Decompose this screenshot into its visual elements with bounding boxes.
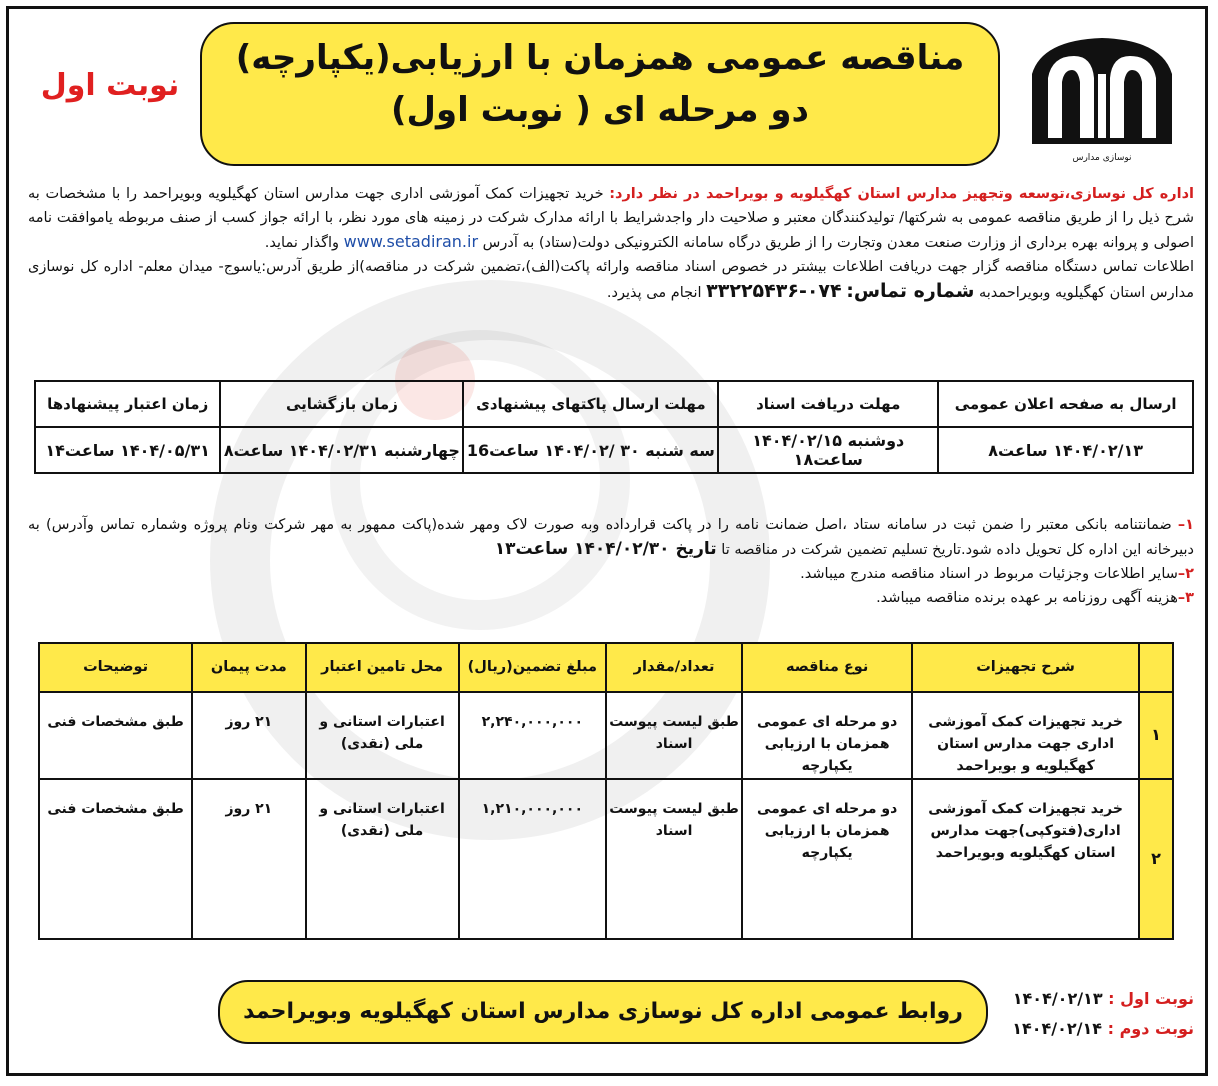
schedule-header: مهلت ارسال پاکتهای پیشنهادی [463, 381, 718, 427]
schedule-value: ۱۴۰۴/۰۲/۱۳ ساعت۸ [938, 427, 1193, 473]
public-relations-banner: روابط عمومی اداره کل نوسازی مدارس استان کهگیلویه وبویراحمد [218, 980, 988, 1044]
items-header: توضیحات [39, 643, 192, 692]
item-guarantee-amount: ۲,۲۴۰,۰۰۰,۰۰۰ [459, 692, 606, 779]
item-funding: اعتبارات استانی و ملی (نقدی) [306, 779, 459, 939]
contact-text: اطلاعات تماس دستگاه مناقصه گزار جهت دریافت اطلاعات بیشتر در خصوص اسناد مناقصه وارائه پاکت(الف)،تضمین شرکت در مناقصه)از طریق آدرس:یاسوج- میدان معلم- اداره کل نوسازی مدارس استان کهگیلویه وبویراحمدبه [28, 259, 1194, 301]
items-header: نوع مناقصه [742, 643, 912, 692]
round-2-label: نوبت دوم : [1107, 1019, 1194, 1038]
item-notes: طبق مشخصات فنی [39, 779, 192, 939]
items-table [38, 642, 1174, 940]
round-1-line [998, 984, 1194, 1014]
item-quantity: طبق لیست پیوست اسناد [606, 779, 742, 939]
item-description: خرید تجهیزات کمک آموزشی اداری(فتوکپی)جهت مدارس استان کهگیلویه وبویراحمد [912, 779, 1139, 939]
intro-paragraph [28, 182, 1194, 305]
note-2-text: سایر اطلاعات وجزئیات مربوط در اسناد مناقصه مندرج میباشد. [800, 566, 1178, 582]
items-header: محل تامین اعتبار [306, 643, 459, 692]
phone-label: شماره تماس: [846, 280, 975, 302]
organization-logo [1022, 34, 1182, 166]
note-3-text: هزینه آگهی روزنامه بر عهده برنده مناقصه میباشد. [876, 590, 1178, 606]
item-description: خرید تجهیزات کمک آموزشی اداری جهت مدارس استان کهگیلویه و بویراحمد [912, 692, 1139, 779]
intro-org-lead: اداره کل نوسازی،توسعه وتجهیز مدارس استان کهگیلویه و بویراحمد در نظر دارد: [609, 186, 1194, 202]
schedule-value: سه شنبه ۳۰ /۱۴۰۴/۰۲ ساعت16 [463, 427, 718, 473]
title-line-2: دو مرحله ای ( نوبت اول) [391, 90, 809, 130]
note-1-text: ضمانتنامه بانکی معتبر را ضمن ثبت در سامانه ستاد ،اصل ضمانت نامه را در پاکت قرارداده وبه صورت لاک ومهر شده(پاکت ممهور به مهر شرکت ونام پروژه وشماره تماس وآدرس) به دبیرخانه این اداره کل تحویل داده شود.تاریخ تسلیم تضمین شرکت در مناقصه تا [28, 517, 1194, 558]
round-1-date: ۱۴۰۴/۰۲/۱۳ [1012, 989, 1103, 1008]
schedule-header: مهلت دریافت اسناد [718, 381, 938, 427]
schedule-table [34, 380, 1194, 474]
items-header: مدت پیمان [192, 643, 305, 692]
setad-link[interactable]: www.setadiran.ir [343, 232, 479, 251]
items-header: تعداد/مقدار [606, 643, 742, 692]
intro-body-end: واگذار نماید. [264, 235, 344, 251]
notes-section [28, 513, 1194, 610]
item-funding: اعتبارات استانی و ملی (نقدی) [306, 692, 459, 779]
schedule-header-row [35, 381, 1193, 427]
item-quantity: طبق لیست پیوست اسناد [606, 692, 742, 779]
items-header: مبلغ تضمین(ریال) [459, 643, 606, 692]
publication-dates [998, 984, 1194, 1044]
item-notes: طبق مشخصات فنی [39, 692, 192, 779]
note-3-number: ۳– [1177, 590, 1194, 606]
schedule-header: ارسال به صفحه اعلان عمومی [938, 381, 1193, 427]
schedule-header: زمان بازگشایی [220, 381, 463, 427]
item-tender-type: دو مرحله ای عمومی همزمان با ارزیابی یکپارچه [742, 779, 912, 939]
items-header-num [1139, 643, 1173, 692]
round-2-line [998, 1014, 1194, 1044]
items-header: شرح تجهیزات [912, 643, 1139, 692]
schedule-value-row [35, 427, 1193, 473]
item-duration: ۲۱ روز [192, 779, 305, 939]
item-guarantee-amount: ۱,۲۱۰,۰۰۰,۰۰۰ [459, 779, 606, 939]
item-tender-type: دو مرحله ای عمومی همزمان با ارزیابی یکپارچه [742, 692, 912, 779]
round-badge: نوبت اول [40, 68, 180, 103]
schedule-header: زمان اعتبار پیشنهادها [35, 381, 220, 427]
item-duration: ۲۱ روز [192, 692, 305, 779]
title-line-1: مناقصه عمومی همزمان با ارزیابی(یکپارچه) [235, 38, 965, 78]
title-banner [200, 22, 1000, 166]
note-2-number: ۲– [1177, 566, 1194, 582]
row-number: ۱ [1139, 692, 1173, 779]
schedule-value: دوشنبه ۱۴۰۴/۰۲/۱۵ ساعت۱۸ [718, 427, 938, 473]
phone-number: ۰۷۴-۳۳۲۲۵۴۳۶ [706, 280, 842, 302]
logo-caption: نوسازی مدارس [1072, 153, 1132, 163]
items-header-row [39, 643, 1173, 692]
round-1-label: نوبت اول : [1108, 989, 1194, 1008]
round-2-date: ۱۴۰۴/۰۲/۱۴ [1012, 1019, 1103, 1038]
intro-body: خرید تجهیزات کمک آموزشی اداری جهت مدارس استان کهگیلویه وبویراحمد را با مشخصات به شرح ذیل را از طریق مناقصه عمومی به شرکتها/ تولیدکنندگان معتبر و صلاحیت دار واجدشرایط با ارائه مدارک شرکت در زمینه های مورد نظر، با ارائه جواز کسب از صنف مربوطه یاموافقت نامه اصولی و پروانه بهره برداری از وزارت صنعت معدن وتجارت را از طریق درگاه سامانه الکترونیکی دولت(ستاد) به آدرس [28, 186, 1194, 251]
note-1-number: ۱– [1177, 517, 1194, 533]
schedule-value: چهارشنبه ۱۴۰۴/۰۲/۳۱ ساعت۸ [220, 427, 463, 473]
note-1-deadline: تاریخ ۱۴۰۴/۰۲/۳۰ ساعت۱۳ [494, 539, 717, 559]
table-row [39, 779, 1173, 939]
schedule-value: ۱۴۰۴/۰۵/۳۱ ساعت۱۴ [35, 427, 220, 473]
row-number: ۲ [1139, 779, 1173, 939]
table-row [39, 692, 1173, 779]
contact-end: انجام می پذیرد. [606, 285, 707, 301]
